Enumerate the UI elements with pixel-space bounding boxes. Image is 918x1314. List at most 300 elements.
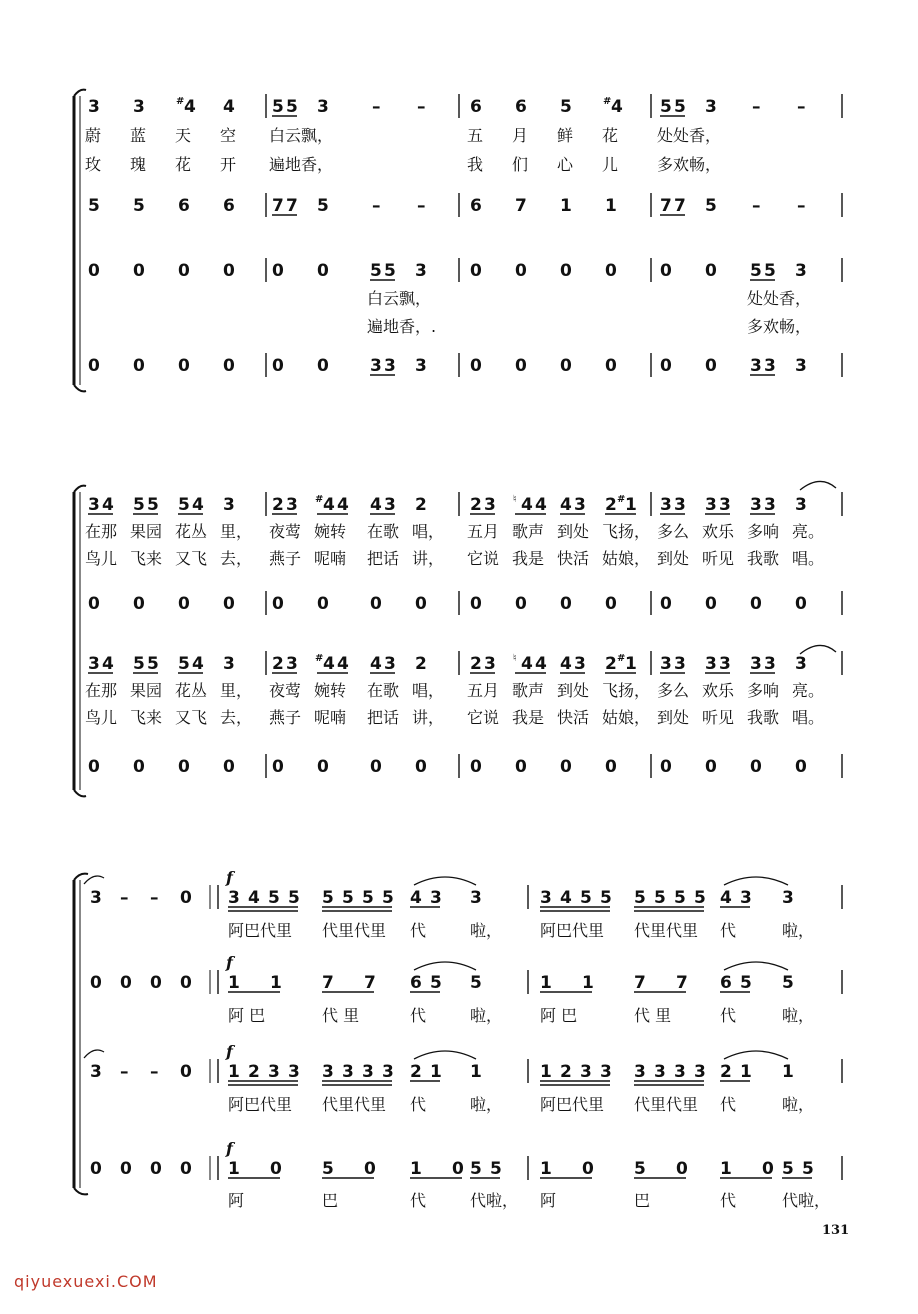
note-beat: – xyxy=(417,97,426,117)
note: 7 xyxy=(676,973,688,993)
note-beat-note: 4 xyxy=(323,654,335,674)
lyric-word: 讲， xyxy=(412,708,445,727)
note: 3 xyxy=(228,888,240,908)
note-beat: 0 xyxy=(88,757,100,777)
note-beat: 0 xyxy=(705,757,717,777)
pickup-beat: – xyxy=(120,888,129,908)
note: 5 xyxy=(382,888,394,908)
pickup-beat: 0 xyxy=(180,973,192,993)
note-beat: 0 xyxy=(272,594,284,614)
note-beat: 0 xyxy=(370,757,382,777)
note-beat-note: 7 xyxy=(674,196,686,216)
note-beat: 6 xyxy=(470,97,482,117)
lyric-word: 啦， xyxy=(470,921,503,940)
lyric-word: 我是 xyxy=(512,549,545,568)
note-beat: 0 xyxy=(272,261,284,281)
note-beat-note: 3 xyxy=(674,654,686,674)
note-beat-accidental: # xyxy=(176,96,185,107)
lyric-word: 飞扬， xyxy=(602,681,651,700)
lyric-word: 代 xyxy=(410,921,427,940)
lyric-word: 阿 巴 xyxy=(540,1006,578,1025)
note-beat: 0 xyxy=(560,356,572,376)
lyric-word: 代 xyxy=(720,1095,737,1114)
note-beat-note: 2 xyxy=(470,495,482,515)
lyric-word: 呢喃 xyxy=(314,549,347,568)
note-beat: 0 xyxy=(317,261,329,281)
lyric-word: 阿巴代里 xyxy=(540,921,605,940)
lyric-word: 代 里 xyxy=(634,1006,672,1025)
note-beat: 4 xyxy=(611,97,623,117)
note-beat-note: 5 xyxy=(147,654,159,674)
lyric-word: 五 xyxy=(467,126,484,145)
note-beat-note: 5 xyxy=(133,654,145,674)
note-beat-note: 3 xyxy=(660,495,672,515)
lyric-word: 空 xyxy=(220,126,237,145)
note-beat-note: 5 xyxy=(674,97,686,117)
lyric-word: 花丛 xyxy=(175,681,208,700)
note-beat: 0 xyxy=(605,594,617,614)
note: 1 xyxy=(540,1159,552,1179)
note-beat: 0 xyxy=(750,594,762,614)
lyric-word: 它说 xyxy=(467,708,500,727)
lyric-word: 啦， xyxy=(782,1006,815,1025)
note: 3 xyxy=(382,1062,394,1082)
lyric-word: 婉转 xyxy=(314,522,347,541)
tie-arc xyxy=(724,1051,788,1059)
lyric-word: 我 xyxy=(467,155,484,174)
note: 1 xyxy=(228,1062,240,1082)
note: 3 xyxy=(322,1062,334,1082)
pickup-beat: – xyxy=(150,1062,159,1082)
lyric-word: 代 里 xyxy=(322,1006,360,1025)
note: 0 xyxy=(364,1159,376,1179)
lyric-word: 夜莺 xyxy=(269,522,302,541)
note-beat-note: 4 xyxy=(337,654,349,674)
note-beat-note: 4 xyxy=(323,495,335,515)
note-beat: 0 xyxy=(515,261,527,281)
lyric-word: 到处 xyxy=(657,708,690,727)
note-beat-note: 5 xyxy=(750,261,762,281)
note-beat: 2 xyxy=(415,495,427,515)
lyric-word: 多么 xyxy=(657,522,690,541)
lyric-word: 燕子 xyxy=(269,549,302,568)
lyric-word: 燕子 xyxy=(269,708,302,727)
lyric-word: 啦， xyxy=(782,921,815,940)
note: 1 xyxy=(582,973,594,993)
note-beat: 0 xyxy=(223,261,235,281)
note-beat-note: 5 xyxy=(133,495,145,515)
note: 5 xyxy=(634,1159,646,1179)
note-beat: 0 xyxy=(660,757,672,777)
note-beat-note: 3 xyxy=(384,495,396,515)
lyric-word: 遍地香， xyxy=(269,155,334,174)
note: 3 xyxy=(342,1062,354,1082)
lyric-word: 多欢畅， xyxy=(747,317,812,336)
note: 0 xyxy=(582,1159,594,1179)
note-beat-note: 1 xyxy=(625,495,637,515)
note-beat: 6 xyxy=(515,97,527,117)
lyric-word: 玫 xyxy=(85,155,102,174)
note: 3 xyxy=(268,1062,280,1082)
note-beat: 0 xyxy=(705,356,717,376)
dynamic-forte: f xyxy=(226,953,233,972)
note-beat-note: 5 xyxy=(764,261,776,281)
note: 4 xyxy=(410,888,422,908)
lyric-word: 果园 xyxy=(130,522,163,541)
note-beat: 0 xyxy=(515,757,527,777)
note: 3 xyxy=(580,1062,592,1082)
note-beat-note: 4 xyxy=(102,654,114,674)
lyric-word: 花 xyxy=(602,126,619,145)
lyric-word: 呢喃 xyxy=(314,708,347,727)
bracket-top-hook xyxy=(74,486,86,492)
note-beat: 0 xyxy=(133,594,145,614)
note-beat: 0 xyxy=(317,356,329,376)
note-beat-note: 7 xyxy=(272,196,284,216)
note: 5 xyxy=(268,888,280,908)
lyric-word: 处处香， xyxy=(747,289,812,308)
note: 5 xyxy=(740,973,752,993)
note-beat-note: 3 xyxy=(719,495,731,515)
note-beat-note: 7 xyxy=(286,196,298,216)
note: 1 xyxy=(430,1062,442,1082)
note: 3 xyxy=(470,888,482,908)
lyric-word: 鸟儿 xyxy=(85,708,118,727)
note: 3 xyxy=(674,1062,686,1082)
lyric-word: 歌声 xyxy=(512,522,545,541)
lyric-word: 在那 xyxy=(85,681,118,700)
note-beat-note: 5 xyxy=(272,97,284,117)
note: 6 xyxy=(720,973,732,993)
lyric-word: 把话 xyxy=(367,708,400,727)
bracket-bottom-hook xyxy=(74,385,86,391)
lyric-word: 遍地香，. xyxy=(367,317,437,336)
note-beat: – xyxy=(752,196,761,216)
note-beat: 0 xyxy=(272,356,284,376)
lyric-word: 阿巴代里 xyxy=(540,1095,605,1114)
tie-arc xyxy=(414,877,476,885)
lyric-word: 听见 xyxy=(702,708,735,727)
lyric-word: 又飞 xyxy=(175,708,208,727)
pickup-beat: 3 xyxy=(90,1062,102,1082)
lyric-word: 唱， xyxy=(412,522,445,541)
note-beat: 0 xyxy=(415,594,427,614)
lyric-word: 白云飘， xyxy=(367,289,432,308)
note-beat-note: 3 xyxy=(370,356,382,376)
note: 1 xyxy=(782,1062,794,1082)
note: 5 xyxy=(322,1159,334,1179)
note-beat-note: 4 xyxy=(370,654,382,674)
lyric-word: 亮。 xyxy=(792,681,825,700)
lyric-word: 白云飘， xyxy=(269,126,334,145)
note-beat: 3 xyxy=(133,97,145,117)
note-beat: 5 xyxy=(133,196,145,216)
note-beat-note: 4 xyxy=(521,495,533,515)
note: 5 xyxy=(288,888,300,908)
pickup-beat: – xyxy=(150,888,159,908)
note: 0 xyxy=(762,1159,774,1179)
note-beat: 0 xyxy=(560,594,572,614)
note-beat: 0 xyxy=(370,594,382,614)
note-beat-note: 2 xyxy=(605,654,617,674)
tie-arc xyxy=(84,1050,104,1058)
lyric-word: 瑰 xyxy=(130,155,147,174)
note-beat: 0 xyxy=(133,261,145,281)
note-beat-note: 4 xyxy=(192,495,204,515)
note: 1 xyxy=(720,1159,732,1179)
note-beat-note: 3 xyxy=(88,495,100,515)
lyric-word: 啦， xyxy=(470,1006,503,1025)
pickup-beat: 0 xyxy=(90,973,102,993)
pickup-beat: 0 xyxy=(120,1159,132,1179)
note-beat-note: 2 xyxy=(605,495,617,515)
note-beat: 0 xyxy=(515,594,527,614)
note-beat-accidental: # xyxy=(603,96,612,107)
note-beat-note: 4 xyxy=(102,495,114,515)
lyric-word: 飞扬， xyxy=(602,522,651,541)
tie-arc xyxy=(800,645,836,654)
note: 5 xyxy=(430,973,442,993)
note-beat-note: 5 xyxy=(286,97,298,117)
note: 2 xyxy=(410,1062,422,1082)
lyric-word: 鸟儿 xyxy=(85,549,118,568)
lyric-word: 巴 xyxy=(634,1191,651,1210)
note-beat-note: 4 xyxy=(535,495,547,515)
lyric-word: 代里代里 xyxy=(634,1095,699,1114)
lyric-word: 巴 xyxy=(322,1191,339,1210)
note: 5 xyxy=(600,888,612,908)
note: 3 xyxy=(540,888,552,908)
note-beat: 6 xyxy=(178,196,190,216)
lyric-word: 蓝 xyxy=(130,126,147,145)
note-beat-note: 3 xyxy=(286,495,298,515)
note-beat: – xyxy=(372,196,381,216)
pickup-beat: 3 xyxy=(90,888,102,908)
note-beat-note: 3 xyxy=(660,654,672,674)
bracket-top-hook xyxy=(74,90,86,96)
note-beat-note: 3 xyxy=(384,654,396,674)
note: 5 xyxy=(362,888,374,908)
note-beat: 3 xyxy=(705,97,717,117)
note-beat-note: 5 xyxy=(384,261,396,281)
pickup-beat: 0 xyxy=(180,1062,192,1082)
note: 5 xyxy=(654,888,666,908)
note-beat-note: 3 xyxy=(484,654,496,674)
lyric-word: 处处香， xyxy=(657,126,722,145)
note-beat: 3 xyxy=(795,654,807,674)
lyric-word: 去， xyxy=(220,549,253,568)
note-beat: – xyxy=(797,196,806,216)
site-watermark: qiyuexuexi.COM xyxy=(14,1272,158,1291)
lyric-word: 飞来 xyxy=(130,549,163,568)
note-beat-note: 3 xyxy=(764,495,776,515)
lyric-word: 多欢畅， xyxy=(657,155,722,174)
lyric-word: 婉转 xyxy=(314,681,347,700)
note: 5 xyxy=(782,973,794,993)
lyric-word: 飞来 xyxy=(130,708,163,727)
lyric-word: 听见 xyxy=(702,549,735,568)
lyric-word: 多响 xyxy=(747,522,780,541)
note: 3 xyxy=(430,888,442,908)
bracket-top-hook xyxy=(74,874,88,880)
lyric-word: 唱， xyxy=(412,681,445,700)
bracket-bottom-hook xyxy=(74,1188,88,1194)
note-beat: 0 xyxy=(178,261,190,281)
note-beat: 3 xyxy=(88,97,100,117)
lyric-word: 到处 xyxy=(557,681,590,700)
note: 5 xyxy=(580,888,592,908)
note: 5 xyxy=(470,973,482,993)
note-beat: 0 xyxy=(470,261,482,281)
note-beat: 6 xyxy=(223,196,235,216)
note-beat-accidental: ♮ xyxy=(513,653,517,664)
tie-arc xyxy=(84,876,104,884)
note: 3 xyxy=(782,888,794,908)
lyric-word: 代 xyxy=(410,1095,427,1114)
lyric-word: 到处 xyxy=(557,522,590,541)
lyric-word: 果园 xyxy=(130,681,163,700)
note-beat: 1 xyxy=(560,196,572,216)
note: 7 xyxy=(634,973,646,993)
note-beat-note: 4 xyxy=(560,495,572,515)
note: 3 xyxy=(362,1062,374,1082)
note: 2 xyxy=(248,1062,260,1082)
note-beat: 0 xyxy=(660,261,672,281)
note-beat: 0 xyxy=(317,757,329,777)
note-beat-note: 3 xyxy=(705,654,717,674)
note: 0 xyxy=(270,1159,282,1179)
lyric-word: 唱。 xyxy=(792,708,825,727)
note-beat-note: 3 xyxy=(764,356,776,376)
note: 2 xyxy=(560,1062,572,1082)
lyric-word: 蔚 xyxy=(85,126,102,145)
lyric-word: 又飞 xyxy=(175,549,208,568)
lyric-word: 夜莺 xyxy=(269,681,302,700)
note: 5 xyxy=(470,1159,482,1179)
note-beat-note: 2 xyxy=(272,495,284,515)
note-beat: 0 xyxy=(88,594,100,614)
lyric-word: 们 xyxy=(512,155,529,174)
note-beat: 0 xyxy=(605,356,617,376)
note-beat: 3 xyxy=(795,261,807,281)
pickup-beat: 0 xyxy=(150,1159,162,1179)
note-beat: 5 xyxy=(705,196,717,216)
note: 4 xyxy=(720,888,732,908)
note-beat: 0 xyxy=(178,356,190,376)
note-beat: – xyxy=(752,97,761,117)
dynamic-forte: f xyxy=(226,1139,233,1158)
lyric-word: 代里代里 xyxy=(634,921,699,940)
note: 4 xyxy=(560,888,572,908)
note-beat: 0 xyxy=(223,757,235,777)
note-beat: 3 xyxy=(223,654,235,674)
pickup-beat: – xyxy=(120,1062,129,1082)
lyric-word: 到处 xyxy=(657,549,690,568)
note-beat-note: 5 xyxy=(178,654,190,674)
note-beat: 5 xyxy=(88,196,100,216)
note: 7 xyxy=(364,973,376,993)
note-beat-note: 7 xyxy=(660,196,672,216)
note: 3 xyxy=(654,1062,666,1082)
lyric-word: 天 xyxy=(175,126,192,145)
lyric-word: 代 xyxy=(410,1191,427,1210)
note-beat-note: 4 xyxy=(535,654,547,674)
tie-arc xyxy=(414,962,476,970)
tie-arc xyxy=(800,481,836,490)
note-beat-note: 3 xyxy=(574,654,586,674)
note-beat: 2 xyxy=(415,654,427,674)
note-beat: 0 xyxy=(178,594,190,614)
note-beat: 3 xyxy=(415,261,427,281)
lyric-word: 我歌 xyxy=(747,549,780,568)
note: 3 xyxy=(634,1062,646,1082)
note-beat-note: 3 xyxy=(384,356,396,376)
note-beat: 0 xyxy=(88,261,100,281)
note-beat: 0 xyxy=(705,261,717,281)
note-beat: 0 xyxy=(223,594,235,614)
note: 3 xyxy=(694,1062,706,1082)
note: 1 xyxy=(270,973,282,993)
lyric-word: 月 xyxy=(512,126,529,145)
pickup-beat: 0 xyxy=(180,888,192,908)
lyric-word: 代 xyxy=(720,1006,737,1025)
note: 3 xyxy=(740,888,752,908)
lyric-word: 代里代里 xyxy=(322,1095,387,1114)
lyric-word: 代 xyxy=(720,1191,737,1210)
lyric-word: 阿 巴 xyxy=(228,1006,266,1025)
note-beat: 3 xyxy=(415,356,427,376)
note: 5 xyxy=(782,1159,794,1179)
lyric-word: 姑娘， xyxy=(602,708,651,727)
lyric-word: 花 xyxy=(175,155,192,174)
lyric-word: 歌声 xyxy=(512,681,545,700)
note-beat: 6 xyxy=(470,196,482,216)
note: 5 xyxy=(802,1159,814,1179)
note-beat-note: 4 xyxy=(521,654,533,674)
note: 6 xyxy=(410,973,422,993)
note-beat: – xyxy=(797,97,806,117)
note-beat: 3 xyxy=(795,495,807,515)
pickup-beat: 0 xyxy=(90,1159,102,1179)
note: 5 xyxy=(634,888,646,908)
note-beat: 0 xyxy=(133,356,145,376)
lyric-word: 多么 xyxy=(657,681,690,700)
lyric-word: 在歌 xyxy=(367,522,400,541)
note-beat: 0 xyxy=(415,757,427,777)
note-beat: 5 xyxy=(317,196,329,216)
lyric-word: 把话 xyxy=(367,549,400,568)
note-beat-note: 3 xyxy=(764,654,776,674)
note-beat: 0 xyxy=(317,594,329,614)
note-beat: 4 xyxy=(184,97,196,117)
note-beat: 0 xyxy=(133,757,145,777)
dynamic-forte: f xyxy=(226,1042,233,1061)
note: 1 xyxy=(228,1159,240,1179)
lyric-word: 欢乐 xyxy=(702,522,735,541)
note-beat: 0 xyxy=(223,356,235,376)
note-beat-accidental: # xyxy=(617,494,626,505)
note-beat: 0 xyxy=(515,356,527,376)
lyric-word: 心 xyxy=(557,155,574,174)
note-beat-note: 3 xyxy=(750,356,762,376)
tie-arc xyxy=(414,1051,476,1059)
note-beat-note: 4 xyxy=(337,495,349,515)
lyric-word: 代啦， xyxy=(470,1191,519,1210)
lyric-word: 我是 xyxy=(512,708,545,727)
lyric-word: 啦， xyxy=(782,1095,815,1114)
note-beat-note: 5 xyxy=(660,97,672,117)
lyric-word: 花丛 xyxy=(175,522,208,541)
